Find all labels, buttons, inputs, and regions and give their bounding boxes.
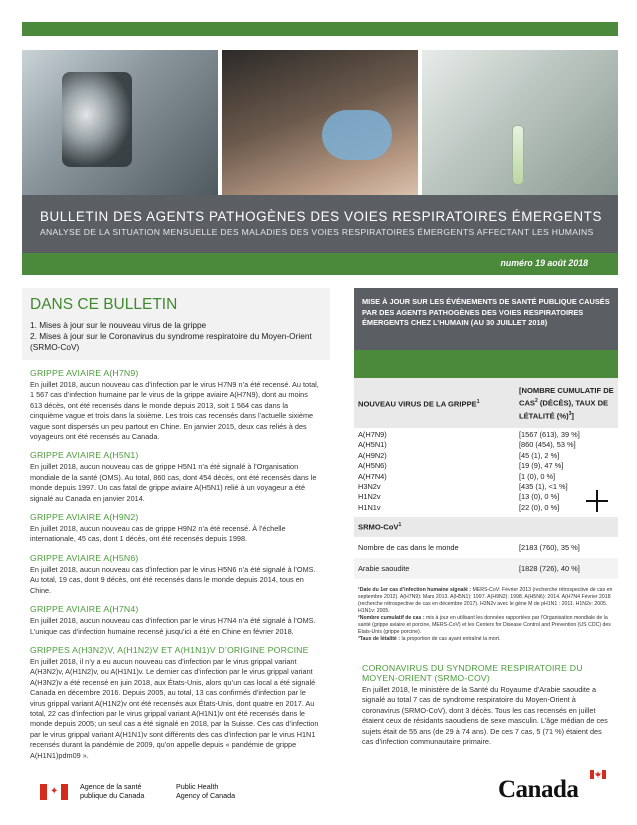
contents-title: DANS CE BULLETIN (30, 296, 178, 313)
section-heading: GRIPPES A(H3N2)V, A(H1N2)V ET A(H1N1)V D’ORIGINE PORCINE (30, 644, 309, 655)
bulletin-subtitle: ANALYSE DE LA SITUATION MENSUELLE DES MALADIES DES VOIES RESPIRATOIRES ÉMERGENTS AFFECTANT LES HUMAINS (40, 227, 594, 237)
section-h7n9 (22, 368, 330, 442)
green-divider-box (354, 350, 618, 378)
table-row: Arabie saoudite [1828 (726), 40 %] (354, 558, 618, 579)
column-header-cases: [NOMBRE CUMULATIF DE CAS$^2$ (DÉCÈS), TAUX DE LÉTALITÉ (%)$^3$] (518, 386, 614, 421)
canada-flag-icon: ✦ (40, 784, 68, 800)
virus-table-body (354, 428, 618, 515)
table-row: H3N2v [435 (1), <1 %] (358, 482, 568, 492)
table-footnotes (354, 579, 618, 643)
section-text: En juillet 2018, aucun nouveau cas d’infection par le virus H7N9 n’a été recensé. Au total, 1 567 cas d’infection humaine par le virus de la grippe aviaire A(H7N9), dont au moins 613 décès, ont été recensés dans le monde depuis 2013, soit 1 564 cas dans la cinquième vague et trois dans la sixième. Les trois cas recensés dans l’actuelle sixième vague sont dispersés un peu partout en Chine. En janvier 2015, deux cas reliés à des voyageurs ont été recensés au Canada. (30, 380, 319, 442)
title-banner (22, 195, 618, 253)
top-green-bar (22, 22, 618, 36)
issue-number: numéro 19 août 2018 (500, 258, 588, 268)
section-swine-variants (22, 645, 330, 761)
agency-name-fr: Agence de la santé publique du Canada (80, 782, 145, 800)
header-photos (22, 50, 618, 195)
section-heading: GRIPPE AVIAIRE A(H9N2) (30, 512, 139, 523)
contents-item-2: 2. Mises à jour sur le Coronavirus du syndrome respiratoire du Moyen-Orient (SRMO-CoV) (30, 331, 312, 352)
section-text: En juillet 2018, aucun nouveau cas d’infection par le virus H5N6 n’a été signalé à l’OMS. Au total, 19 cas, dont 9 décès, ont été recensés dans le monde depuis 2014, tous en Chine. (30, 564, 316, 595)
table-row: A(H5N6) [19 (9), 47 %] (358, 461, 564, 471)
section-heading: GRIPPE AVIAIRE A(H5N1) (30, 450, 139, 461)
section-h5n6 (22, 553, 330, 596)
section-heading: GRIPPE AVIAIRE A(H7N4) (30, 604, 139, 615)
in-this-bulletin-box (22, 288, 330, 360)
wordmark-flag-icon (590, 770, 606, 779)
update-title-box: MISE À JOUR SUR LES ÉVÉNEMENTS DE SANTÉ PUBLIQUE CAUSÉS PAR DES AGENTS PATHOGÈNES DES VOIES RESPIRATOIRES ÉMERGENTS CHEZ L’HUMAIN (AU 30 JUILLET 2018) (354, 288, 618, 350)
stethoscope-hand (322, 110, 392, 160)
section-srmo-cov (354, 663, 618, 747)
section-heading: GRIPPE AVIAIRE A(H5N6) (30, 552, 139, 563)
photo-xray-doctor (22, 50, 218, 195)
srmo-table-header: SRMO-CoV$^1$ (354, 517, 618, 537)
table-header (354, 378, 618, 428)
footnote-3: ³Taux de létalité : la proportion de cas ayant entraîné la mort. (358, 635, 501, 642)
table-row: A(H7N9) [1567 (613), 39 %] (358, 430, 580, 439)
section-text: En juillet 2018, il n’y a eu aucun nouveau cas d’infection par le virus grippal variant A(H3N2)v, A(H1N2)v, ou A(H1N1)v. Le dernier cas d’infection par le virus grippal variant A(H3N2)v a été recensé en juin 2018, aux États-Unis, alors qu’un cas local a été signalé Canada en décembre 2016. Depuis 2005, au total, 13 cas confirmés d’infection par le virus grippal variant A(H1N2)v ont été recensés aux États-Unis, dont quatre en 2017. Au total, 22 cas d’infection par le virus grippal variant A(H1N1)v ont été recensés dans le monde depuis 2005; un seul cas a été signalé en 2018, par la Suisse. Ces cas d’infection par le virus grippal variant A(H1N1)v sont différents des cas d’infection par le virus H1N1 recensés durant la pandémie de 2009, qu’on appelle depuis « pandémie de grippe A(H1N1)pdm09 ». (30, 656, 319, 760)
contents-item-1: 1. Mises à jour sur le nouveau virus de la grippe (30, 320, 207, 330)
table-row: A(H7N4) [1 (0), 0 %] (358, 471, 556, 481)
bulletin-title: BULLETIN DES AGENTS PATHOGÈNES DES VOIES RESPIRATOIRES ÉMERGENTS (40, 209, 602, 224)
photo-stethoscope (222, 50, 418, 195)
section-heading: CORONAVIRUS DU SYNDROME RESPIRATOIRE DU MOYEN-ORIENT (SRMO-COV) (362, 663, 583, 683)
table-row: A(H9N2) [45 (1), 2 %] (358, 450, 560, 460)
xray-image (62, 72, 132, 167)
section-text: En juillet 2018, aucun nouveau cas de grippe H9N2 n’a été recensé. À l’échelle internationale, 45 cas, dont 1 décès, ont été recensés depuis 1998. (30, 524, 286, 544)
crosshair-cursor-icon (586, 490, 608, 512)
agency-name-en: Public Health Agency of Canada (176, 782, 236, 800)
right-column (354, 288, 618, 643)
photo-lab-researcher (422, 50, 618, 195)
table-row: Nombre de cas dans le monde [2183 (760), 35 %] (358, 542, 580, 552)
left-column (22, 288, 330, 761)
canada-wordmark: Canada (498, 776, 579, 803)
table-row: H1N2v [13 (0), 0 %] (358, 492, 560, 502)
table-row: A(H5N1) [860 (454), 53 %] (358, 440, 576, 450)
footnote-2: ²Nombre cumulatif de cas : mis à jour en utilisant les données rapportées par l’Organisation mondiale de la santé (grippe aviaire et porcine, MERS-CoV) et les Centers for Disease Control and Prevention (US CDC) des États-Unis (grippe porcine). (358, 614, 611, 635)
column-header-virus: NOUVEAU VIRUS DE LA GRIPPE$^1$ (358, 399, 480, 409)
test-tube (512, 125, 524, 185)
section-h5n1 (22, 450, 330, 504)
issue-bar (22, 253, 618, 275)
section-h9n2 (22, 512, 330, 545)
agency-signature (40, 782, 235, 800)
section-text: En juillet 2018, le ministère de la Santé du Royaume d’Arabie saoudite a signalé au total 7 cas de syndrome respiratoire du Moyen-Orient à coronavirus (SRMO-CoV), dont 3 décès. Tous les cas recensés en juillet étaient ceux de résidants saoudiens de sexe masculin. L’âge médian de ces sujets était de 55 ans (de 29 à 74 ans). De ces 7 cas, 5 (71 %) étaient des cas d’infection communautaire primaire. (362, 685, 608, 747)
section-heading: GRIPPE AVIAIRE A(H7N9) (30, 368, 139, 378)
footnote-1: ¹Date du 1er cas d’infection humaine signalé : MERS-CoV: Février 2013 (recherche rétrospective de cas en septembre 2012). A(H7N9): Mars 2013. A(H5N1): 1997. A(H9N2): 1998. A(H5N6): 2014. A(H7N4 Février 2018 (recherche rétrospective de cas en décembre 2017). H3N2v avec le gène M de pH1N1 : 2011. H1N2v: 2005. H1N1v: 2005. (358, 586, 613, 614)
section-text: En juillet 2018, aucun nouveau cas d’infection par le virus H7N4 n’a été signalé à l’OMS. L’unique cas d’infection humaine recensé jusqu’ici a été en Chine en février 2018. (30, 616, 316, 636)
section-text: En juillet 2018, aucun nouveau cas de grippe H5N1 n’a été signalé à l’Organisation mondiale de la santé (OMS). Au total, 860 cas, dont 454 décès, ont été recensés dans le monde depuis 1997. Un cas fatal de grippe aviaire A(H5N1) relié à un voyageur a été signalé au Canada en janvier 2014. (30, 462, 317, 503)
table-row: H1N1v [22 (0), 0 %] (358, 502, 560, 512)
section-h7n4 (22, 604, 330, 637)
